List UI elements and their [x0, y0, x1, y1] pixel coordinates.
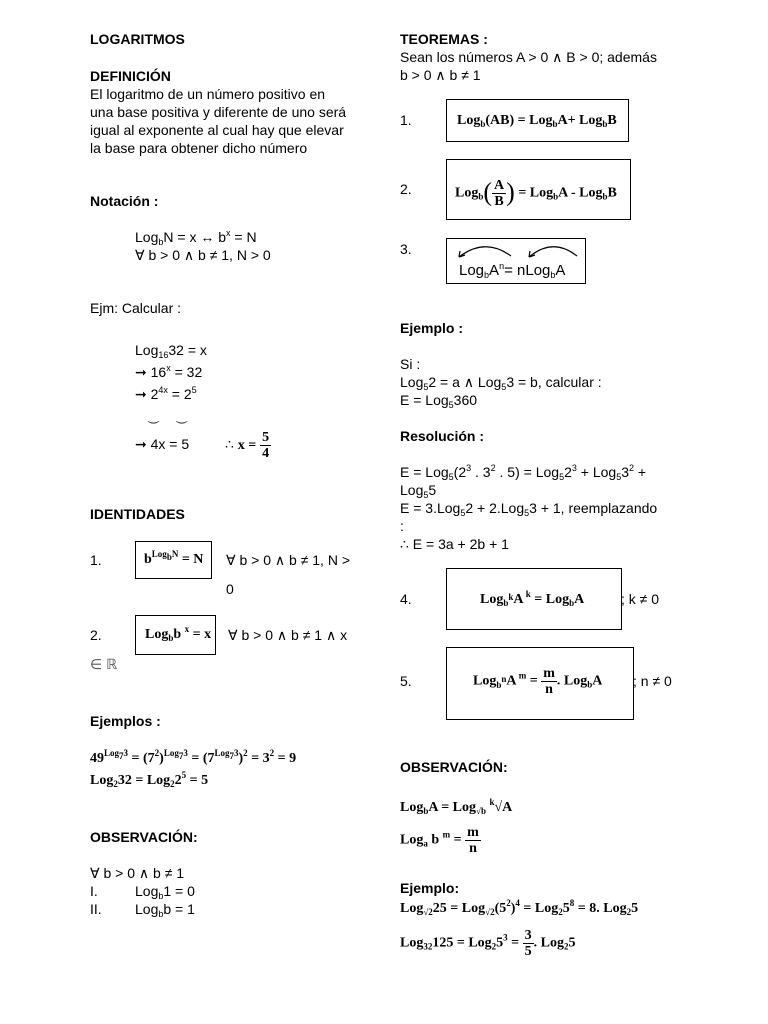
ejm-heading: Ejm: Calcular : — [90, 300, 182, 316]
ejemplo2-heading: Ejemplo: — [400, 880, 460, 896]
theorem-1-box — [446, 99, 629, 142]
ejm-step-2: ➞ $16^x = 32$ — [135, 363, 203, 380]
notacion-condition: ∀ b > 0 ∧ b ≠ 1, N > 0 — [135, 247, 271, 263]
definicion-line: la base para obtener dicho número — [90, 140, 308, 156]
ejemplo-formula-1: $49^{Log_73} = (7^2)^{Log_73} = (7^{Log_73})^2 = 3^2 = 9$ — [90, 748, 297, 766]
ejm-result: ∴ x = $\frac{5}{4}$ — [225, 430, 270, 461]
definicion-line: igual al exponente al cual hay que elevar — [90, 122, 344, 138]
page-title: LOGARITMOS — [90, 31, 185, 47]
theorem-3-number: 3. — [400, 241, 412, 257]
theorem-3-formula: $Log_bA^n=$ nLog$_b$A — [459, 261, 566, 280]
theorem-5-number: 5. — [400, 673, 412, 689]
theorem-4-box — [446, 568, 622, 630]
resolucion-heading: Resolución : — [400, 428, 485, 444]
teoremas-heading: TEOREMAS : — [400, 31, 488, 47]
brace-marks: ⏝ ⏝ — [148, 409, 188, 423]
ejemplo-formula-2: $Log_232 = Log_22^5 = 5$ — [90, 770, 209, 789]
ident-2-box — [135, 615, 216, 655]
reemplazando-label: , reemplazando — [560, 500, 658, 516]
ejemplo-target: E = Log$_5$360 — [400, 392, 478, 410]
definicion-line: El logaritmo de un número positivo en — [90, 86, 326, 102]
ejemplo-heading: Ejemplo : — [400, 320, 464, 336]
ejemplo-si: Si : — [400, 356, 421, 372]
resolucion-line-2: E = 3.Log$_5$2 + 2.Log$_5$3 + 1, reemplazando — [400, 500, 658, 518]
ejemplo2-formula-2: $Log_{32}125 = Log_25^3$ = $\frac{3}{5}$ . Log$_2$5 — [400, 928, 576, 959]
theorem-5-condition: ; n ≠ 0 — [633, 673, 672, 689]
theorem-4-condition: ; k ≠ 0 — [621, 591, 660, 607]
ident-1-box — [135, 541, 212, 579]
ejm-step-3: ➞ $2^{4x} = 2^5$ — [135, 385, 197, 402]
obs-item-1: Log$_b$1 = 0 — [135, 883, 195, 901]
observacion-heading: OBSERVACIÓN: — [90, 829, 198, 845]
obs-item-2: Log$_b$b = 1 — [135, 901, 195, 919]
ident-1-condition: ∀ b > 0 ∧ b ≠ 1, N > — [226, 552, 351, 568]
theorem-1-number: 1. — [400, 112, 412, 128]
theorem-2-formula: Log$_b$( $\frac{A}{B}$ ) = Log$_b$A - Log$_b$B — [455, 177, 617, 209]
definicion-line: una base positiva y diferente de uno será — [90, 104, 347, 120]
ident-1-formula: $b^{Log_bN} = N$ — [144, 549, 204, 567]
definicion-heading: DEFINICIÓN — [90, 68, 171, 84]
obs-item-1-label: I. — [90, 883, 98, 899]
theorem-4-number: 4. — [400, 591, 412, 607]
ident-1-number: 1. — [90, 552, 102, 568]
resolucion-line-1: $E = Log_5(2^3$ . $3^2$ . $5) = Log_52^3 + Log_53^2$ + — [400, 463, 647, 482]
theorem-2-number: 2. — [400, 181, 412, 197]
obs-condition: ∀ b > 0 ∧ b ≠ 1 — [90, 865, 185, 881]
teoremas-line: b > 0 ∧ b ≠ 1 — [400, 67, 481, 83]
ident-2-number: 2. — [90, 627, 102, 643]
teoremas-line: Sean los números A > 0 ∧ B > 0; además — [400, 49, 657, 65]
ident-2-condition: ∀ b > 0 ∧ b ≠ 1 ∧ x — [228, 627, 348, 643]
ejemplo-given: Log$_5$2 = a ∧ Log$_5$3 = b, calcular : — [400, 374, 602, 392]
ejm-step-4: ➞ 4x = 5 — [135, 436, 190, 452]
resolucion-colon: : — [400, 518, 404, 534]
resolucion-final: ∴ E = 3a + 2b + 1 — [400, 536, 509, 552]
ejemplo2-formula-1: $Log_{√2}25 = Log_{√2}(5^2)^4 = Log_25^8 = 8$. Log$_2$5 — [400, 898, 639, 917]
theorem-3-box — [446, 238, 586, 284]
observacion-formula-1: Log$_b$A = Log$_{√b}$ $^k$√A — [400, 797, 513, 816]
theorem-2-box — [446, 159, 631, 220]
ejm-step-1: Log$_{16}$32 = x — [135, 342, 207, 360]
observacion-formula-2: Log$_a$ b $^m$ = $\frac{m}{n}$ — [400, 825, 479, 856]
theorem-5-box — [446, 647, 634, 720]
theorem-5-formula: Log$_{b^n}$A $^m$ = $\frac{m}{n}$ . Log$_b$A — [473, 666, 603, 697]
notacion-heading: Notación : — [90, 193, 159, 209]
ident-2-formula: Log$_b$b $^x$ = x — [145, 624, 212, 643]
obs-item-2-label: II. — [90, 901, 102, 917]
observacion-heading-right: OBSERVACIÓN: — [400, 759, 508, 775]
calcular-label: , calcular : — [537, 374, 602, 390]
notacion-formula: Log$_b$N = x ↔ $b^x = N$ — [135, 228, 257, 247]
ident-2-condition-cont: ∈ ℝ — [90, 656, 118, 672]
theorem-4-formula: Log$_{b^k}$A $^k$ = Log$_b$A — [480, 589, 585, 608]
resolucion-line-1-cont: Log$_5$5 — [400, 482, 437, 500]
ident-1-condition-cont: 0 — [226, 581, 234, 597]
theorem-1-formula: Log$_b$(AB) = Log$_b$A+ Log$_b$B — [457, 113, 617, 129]
identidades-heading: IDENTIDADES — [90, 506, 185, 522]
ejemplos-heading: Ejemplos : — [90, 713, 161, 729]
